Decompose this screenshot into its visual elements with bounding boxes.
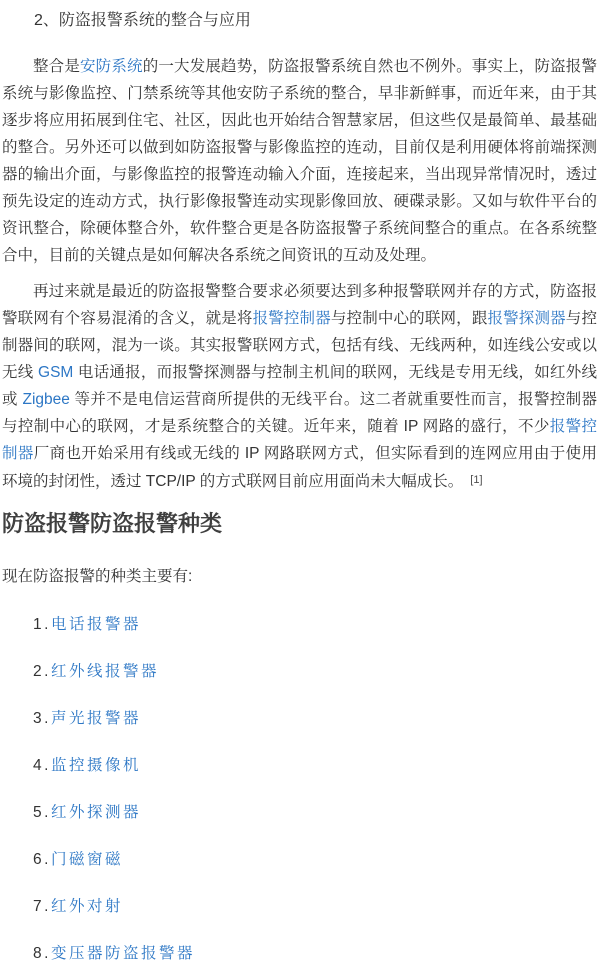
list-item: [2, 709, 597, 729]
text-run: 等并不是电信运营商所提供的无线平台。这二者就重要性而言，报警控制器与控制中心的联网，才是系统整合的关键。近年来，随着 IP 网路的盛行，不少: [2, 391, 597, 435]
types-intro-text: 现在防盗报警的种类主要有:: [2, 568, 193, 585]
alarm-types-list: [2, 615, 597, 964]
inline-link[interactable]: 报警控制器: [2, 418, 597, 462]
inline-link[interactable]: Zigbee: [22, 391, 70, 408]
article-body: [2, 53, 597, 495]
text-run: 与控制中心的联网，跟: [330, 310, 488, 327]
list-item-number: 7.: [33, 898, 51, 915]
types-section-title: 防盗报警防盗报警种类: [2, 511, 223, 536]
list-item: [2, 615, 597, 635]
alarm-type-link[interactable]: 红外探测器: [50, 804, 141, 821]
text-run: 与控制器间的联网，混为一谈。其实报警联网方式，包括有线、无线两种，如连线公安或以无线: [2, 310, 597, 381]
list-item-number: 5.: [33, 804, 51, 821]
list-item-number: 4.: [33, 757, 51, 774]
list-item: [2, 850, 597, 870]
text-run: 再过来就是最近的防盗报警整合要求必须要达到多种报警联网并存的方式，防盗报警联网有个容易混淆的含义，就是将: [2, 283, 597, 327]
list-item-number: 2.: [33, 663, 51, 680]
inline-link[interactable]: 报警探测器: [487, 310, 566, 327]
alarm-type-link[interactable]: 门磁窗磁: [50, 851, 123, 868]
paragraph: [2, 53, 597, 269]
list-item-number: 1.: [33, 616, 51, 633]
alarm-type-link[interactable]: 红外对射: [50, 898, 123, 915]
alarm-type-link[interactable]: 变压器防盗报警器: [50, 945, 195, 962]
inline-link[interactable]: 安防系统: [80, 58, 143, 75]
paragraph: [2, 278, 597, 495]
reference-marker[interactable]: [1]: [470, 474, 483, 486]
inline-link[interactable]: 报警控制器: [252, 310, 331, 327]
text-run: 电话通报，而报警探测器与控制主机间的联网，无线是专用无线，如红外线或: [2, 364, 598, 408]
alarm-type-link[interactable]: 电话报警器: [50, 616, 141, 633]
section-heading: 2、防盗报警系统的整合与应用: [34, 12, 251, 29]
text-run: 整合是: [33, 58, 81, 75]
list-item: [2, 756, 597, 776]
list-item-number: 8.: [33, 945, 51, 962]
list-item: [2, 944, 597, 964]
alarm-type-link[interactable]: 监控摄像机: [50, 757, 141, 774]
list-item: [2, 803, 597, 823]
list-item-number: 6.: [33, 851, 51, 868]
list-item: [2, 662, 597, 682]
list-item-number: 3.: [33, 710, 51, 727]
text-run: 的一大发展趋势，防盗报警系统自然也不例外。事实上，防盗报警系统与影像监控、门禁系统等其他安防子系统的整合，早非新鲜事，而近年来，由于其逐步将应用拓展到住宅、社区，因此也开始结合智慧家居，但这些仅是最简单、最基础的整合。另外还可以做到如防盗报警与影像监控的连动，目前仅是利用硬体将前端探测器的输出介面，与影像监控的报警连动输入介面，连接起来，当出现异常情况时，透过预先设定的连动方式，执行影像报警连动实现影像回放、硬碟录影。又如与软件平台的资讯整合，除硬体整合外，软件整合更是各防盗报警子系统间整合的重点。在各系统整合中，目前的关键点是如何解决各系统之间资讯的互动及处理。: [2, 58, 597, 264]
alarm-type-link[interactable]: 红外线报警器: [50, 663, 159, 680]
list-item: [2, 897, 597, 917]
inline-link[interactable]: GSM: [38, 364, 74, 381]
alarm-type-link[interactable]: 声光报警器: [50, 710, 141, 727]
text-run: 厂商也开始采用有线或无线的 IP 网路联网方式，但实际看到的连网应用由于使用环境的封闭性，透过 TCP/IP 的方式联网目前应用面尚未大幅成长。: [2, 445, 597, 490]
